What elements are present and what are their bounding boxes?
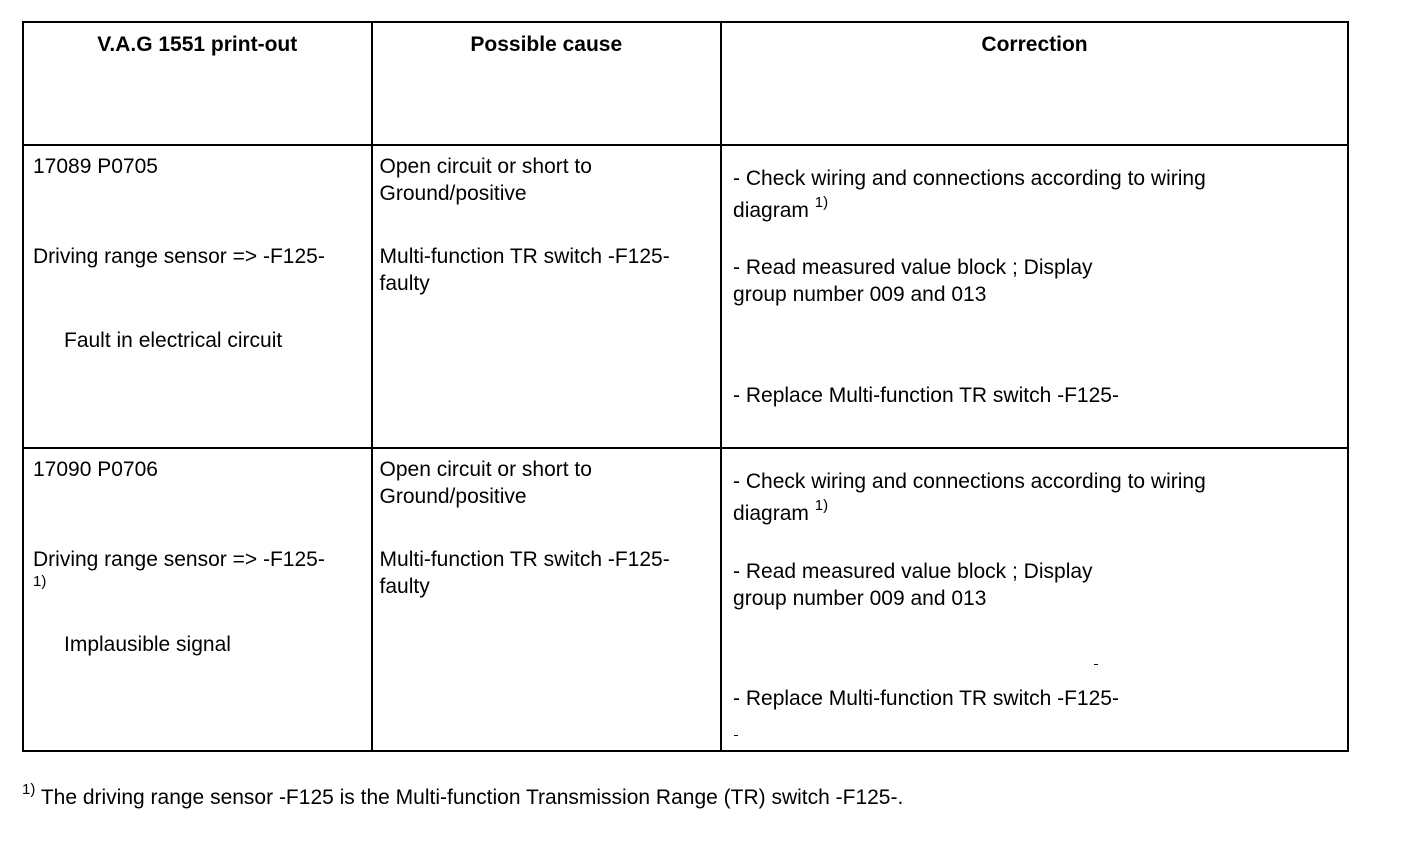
correction-read-block: - Read measured value block ; Display group number 009 and 013 [733,560,1093,611]
footnote-marker: 1) [22,781,36,798]
header-printout: V.A.G 1551 print-out [23,22,372,145]
cause-cell [372,448,722,751]
table-row [23,145,1348,448]
fault-description: Fault in electrical circuit [64,329,283,353]
table-row [23,448,1348,751]
correction-read-block: - Read measured value block ; Display group number 009 and 013 [733,256,1093,307]
cause-switch: Multi-function TR switch -F125- faulty [379,548,670,599]
printout-cell [23,145,372,448]
correction-replace: - Replace Multi-function TR switch -F125- [733,687,1119,711]
header-possible-cause: Possible cause [372,22,722,145]
fault-code: 17089 P0705 [33,155,158,179]
fault-component: Driving range sensor => -F125- 1) [33,548,325,591]
footnote-ref: 1) [814,194,829,212]
fault-component: Driving range sensor => -F125- [33,245,325,269]
footnote [22,781,904,811]
correction-cell [721,448,1348,751]
cause-switch: Multi-function TR switch -F125- faulty [379,245,670,296]
printout-cell [23,448,372,751]
cause-cell [372,145,722,448]
cause-circuit: Open circuit or short to Ground/positive [379,458,592,509]
correction-check-wiring: - Check wiring and connections according to wiring diagram $^{1)}$ [733,167,1206,223]
footnote-text: The driving range sensor -F125 is the Multi-function Transmission Range (TR) switch -F125-. [40,786,904,809]
fault-code: 17090 P0706 [33,458,158,482]
footnote-ref: 1) [33,573,47,591]
header-correction: Correction [721,22,1348,145]
footnote-ref: 1) [814,497,829,515]
scan-artifact-mark [1094,664,1098,665]
fault-description: Implausible signal [64,633,231,657]
correction-cell [721,145,1348,448]
correction-replace: - Replace Multi-function TR switch -F125- [733,384,1119,408]
table-header-row [23,22,1348,145]
cause-circuit: Open circuit or short to Ground/positive [379,155,592,206]
scan-artifact-mark [734,735,738,736]
correction-check-wiring: - Check wiring and connections according to wiring diagram $^{1)}$ [733,470,1206,526]
fault-table [22,21,1349,752]
